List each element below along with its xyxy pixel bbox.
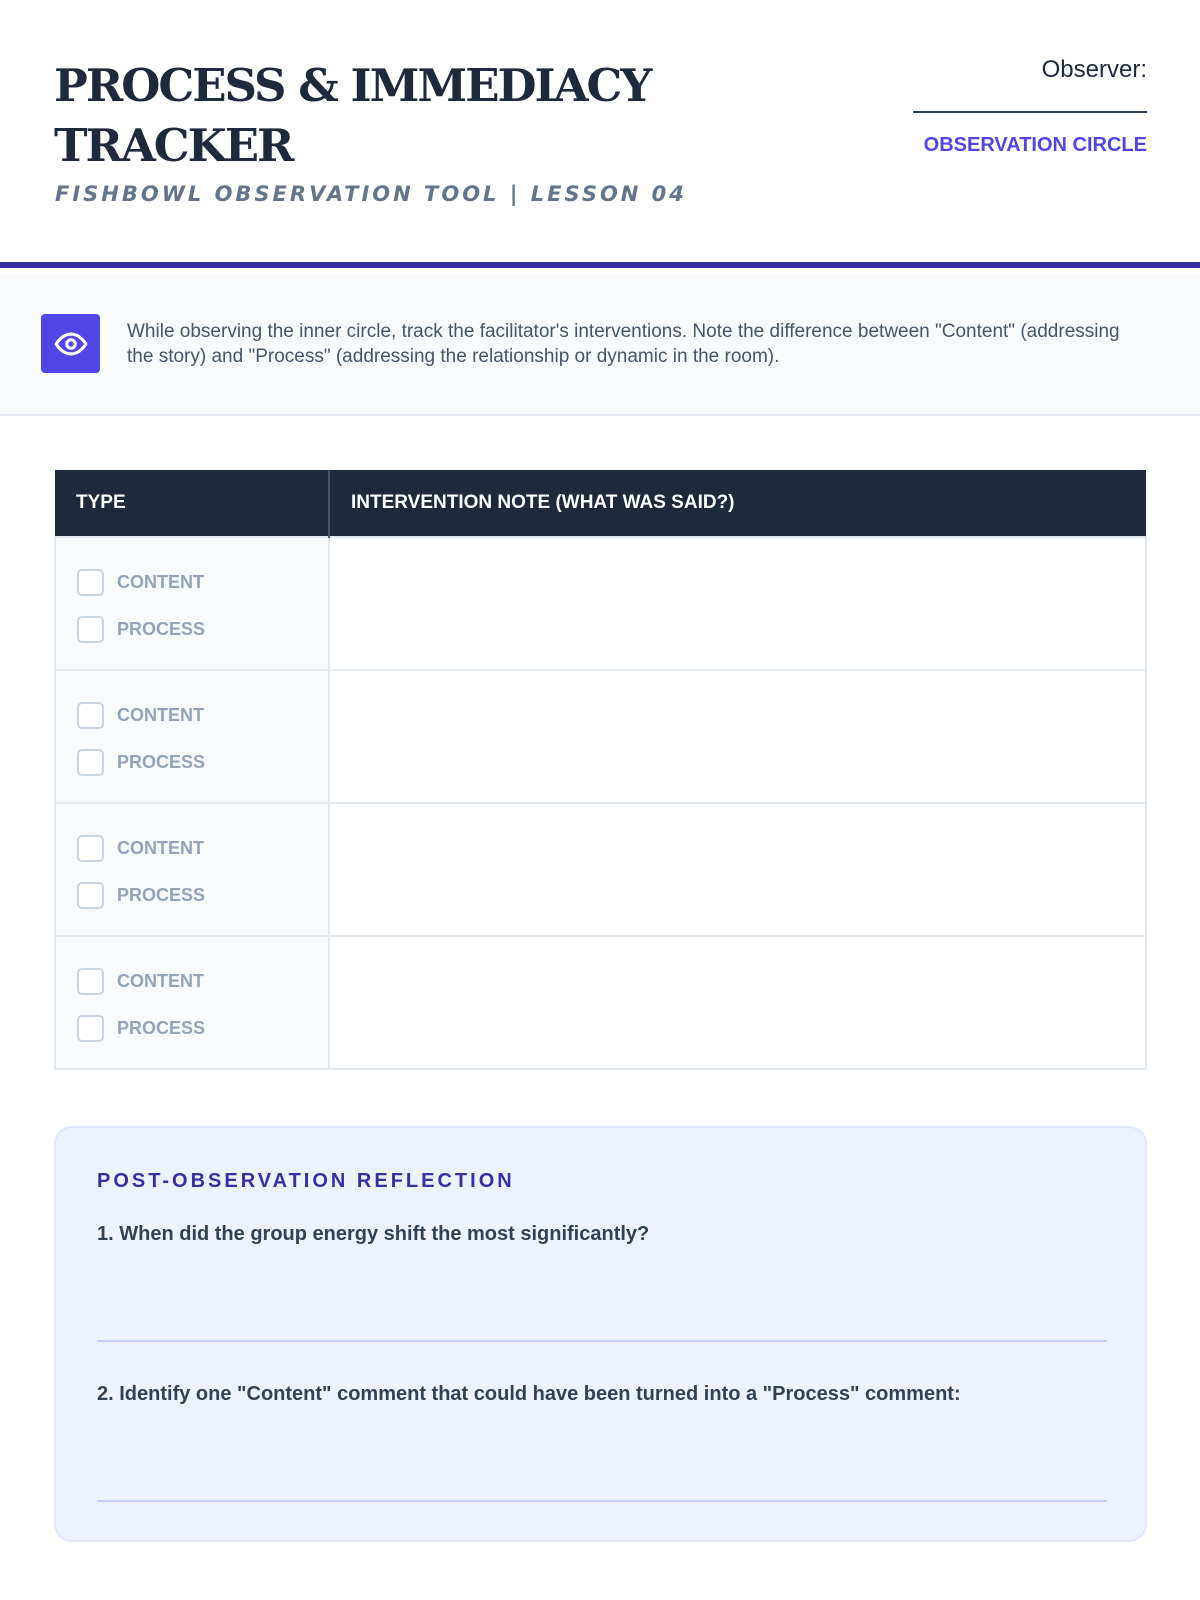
- intervention-note-field[interactable]: [329, 670, 1146, 803]
- table-header-row: [55, 470, 1146, 537]
- content-option[interactable]: [77, 701, 328, 729]
- content-label: CONTENT: [117, 970, 204, 991]
- content-checkbox[interactable]: [77, 968, 104, 995]
- process-option[interactable]: [77, 1014, 328, 1042]
- process-label: PROCESS: [117, 618, 206, 639]
- type-cell: [55, 936, 329, 1069]
- page-subtitle: FISHBOWL OBSERVATION TOOL | LESSON 04: [55, 182, 687, 206]
- answer-line-1[interactable]: [97, 1340, 1107, 1342]
- column-header-note: INTERVENTION NOTE (WHAT WAS SAID?): [329, 470, 1146, 537]
- instructions-panel: [0, 274, 1200, 416]
- reflection-question-2: 2. Identify one "Content" comment that could have been turned into a "Process" comment:: [97, 1383, 961, 1405]
- intervention-note-field[interactable]: [329, 803, 1146, 936]
- instructions-text: While observing the inner circle, track the facilitator's interventions. Note the difference between "Content" (addressing the story) and "Process" (addressing the relationship or dynamic in the room).: [127, 321, 1120, 367]
- reflection-heading: POST-OBSERVATION REFLECTION: [97, 1170, 515, 1192]
- page-header: [0, 0, 1200, 268]
- process-checkbox[interactable]: [77, 1015, 104, 1042]
- process-checkbox[interactable]: [77, 882, 104, 909]
- observation-circle-label: OBSERVATION CIRCLE: [923, 134, 1147, 156]
- process-option[interactable]: [77, 615, 328, 643]
- column-header-type: TYPE: [55, 470, 329, 537]
- table-row: [55, 936, 1146, 1069]
- eye-icon: [41, 314, 100, 373]
- reflection-panel: [54, 1126, 1147, 1542]
- observer-label: Observer:: [1041, 56, 1147, 83]
- observer-field[interactable]: [913, 111, 1147, 113]
- content-label: CONTENT: [117, 704, 204, 725]
- process-checkbox[interactable]: [77, 616, 104, 643]
- type-cell: [55, 537, 329, 670]
- page-title: PROCESS & IMMEDIACY TRACKER: [54, 59, 651, 172]
- reflection-question-1: 1. When did the group energy shift the most significantly?: [97, 1223, 650, 1245]
- table-row: [55, 803, 1146, 936]
- content-option[interactable]: [77, 834, 328, 862]
- content-checkbox[interactable]: [77, 569, 104, 596]
- answer-line-2[interactable]: [97, 1500, 1107, 1502]
- content-checkbox[interactable]: [77, 835, 104, 862]
- process-label: PROCESS: [117, 1017, 206, 1038]
- type-cell: [55, 670, 329, 803]
- intervention-note-field[interactable]: [329, 537, 1146, 670]
- intervention-table: [54, 470, 1147, 1070]
- content-option[interactable]: [77, 967, 328, 995]
- process-label: PROCESS: [117, 751, 206, 772]
- table-row: [55, 537, 1146, 670]
- content-checkbox[interactable]: [77, 702, 104, 729]
- process-option[interactable]: [77, 748, 328, 776]
- intervention-note-field[interactable]: [329, 936, 1146, 1069]
- process-label: PROCESS: [117, 884, 206, 905]
- table-row: [55, 670, 1146, 803]
- content-label: CONTENT: [117, 837, 204, 858]
- process-option[interactable]: [77, 881, 328, 909]
- type-cell: [55, 803, 329, 936]
- process-checkbox[interactable]: [77, 749, 104, 776]
- content-option[interactable]: [77, 568, 328, 596]
- content-label: CONTENT: [117, 571, 204, 592]
